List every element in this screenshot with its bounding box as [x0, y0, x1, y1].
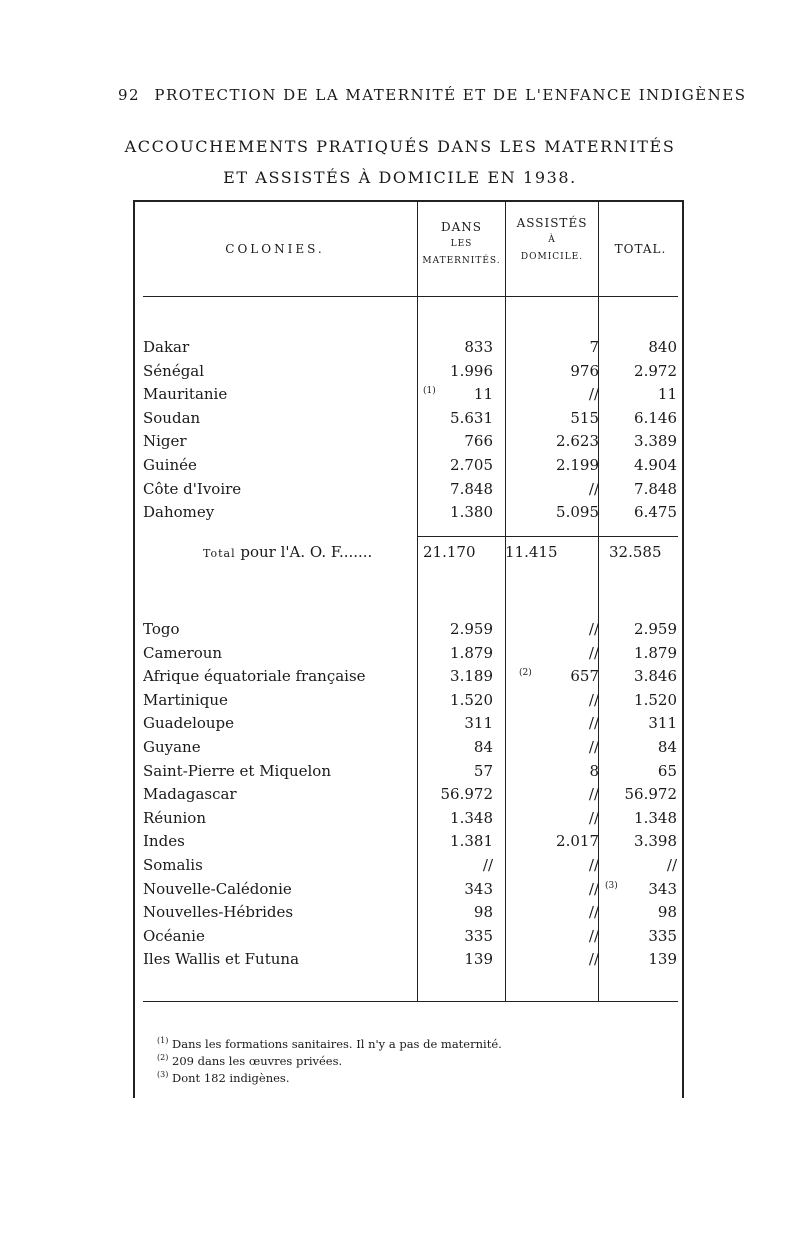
header-maternites-line-2: LES [450, 239, 473, 249]
table-row [133, 385, 684, 407]
colony-name [143, 714, 415, 732]
value-domicile: // [588, 785, 599, 804]
leader-dots [143, 632, 415, 634]
value-maternites: 1.348 [450, 808, 493, 827]
value-total: 7.848 [634, 479, 677, 498]
table-row [133, 762, 684, 784]
value-total: 1.520 [634, 690, 677, 709]
value-domicile: // [588, 926, 599, 945]
value-total: 840 [648, 338, 677, 356]
colony-label: Saint-Pierre et Miquelon [143, 761, 331, 780]
header-colonies: COLONIES. [225, 242, 325, 256]
table-row [133, 903, 684, 925]
colony-label: Nouvelles-Hébrides [143, 903, 294, 922]
value-total: // [666, 856, 677, 874]
colony-name [143, 480, 415, 498]
value-domicile: // [588, 643, 599, 662]
value-maternites: 57 [473, 761, 493, 780]
value-maternites: 84 [473, 738, 493, 756]
footnote-ref: (1) [423, 386, 436, 397]
table-row [133, 362, 684, 384]
table-row [133, 785, 684, 807]
value-domicile: // [588, 903, 599, 922]
value-total: 335 [648, 926, 677, 945]
value-total: 3.846 [634, 667, 677, 686]
value-total: 56.972 [624, 785, 677, 804]
value-maternites: 1.381 [450, 832, 493, 851]
table-row [133, 927, 684, 949]
value-domicile: 7 [589, 338, 599, 356]
colony-name [143, 432, 415, 450]
value-total: 4.904 [634, 456, 677, 474]
running-head [118, 86, 747, 104]
value-maternites: 7.848 [450, 479, 493, 498]
value-domicile: // [588, 738, 599, 756]
header-domicile-line-1: ASSISTÉS [516, 216, 588, 230]
value-domicile: // [588, 856, 599, 874]
colony-label: Guyane [143, 738, 201, 756]
table-row [133, 856, 684, 878]
value-domicile: 2.199 [556, 456, 599, 474]
header-maternites-line-3: MATERNITÉS. [422, 256, 501, 267]
value-total: 343 [648, 879, 677, 898]
value-maternites: 139 [464, 950, 493, 969]
colony-name [143, 456, 415, 474]
running-head-text: PROTECTION DE LA MATERNITÉ ET DE L'ENFANCE INDIGÈNES [154, 86, 747, 104]
value-maternites: 2.705 [450, 456, 493, 474]
colony-label: Niger [143, 432, 187, 451]
colony-label: Iles Wallis et Futuna [143, 950, 300, 969]
colony-name [143, 338, 415, 356]
value-maternites: 766 [464, 432, 493, 451]
value-total: 2.972 [634, 361, 677, 380]
footnote-3 [157, 1068, 502, 1085]
value-maternites: 1.996 [450, 361, 493, 380]
footnote-2-text: 209 dans les œuvres privées. [172, 1053, 343, 1068]
value-total: 11 [657, 385, 677, 404]
table-row [133, 409, 684, 431]
table-row [133, 456, 684, 478]
colony-name [143, 620, 415, 638]
footnote-ref: (3) [605, 880, 618, 891]
value-domicile: // [588, 620, 599, 638]
footnote-2 [157, 1051, 502, 1068]
colony-name [143, 738, 415, 756]
table-row [133, 832, 684, 854]
colony-label: Martinique [143, 690, 228, 709]
colony-name [143, 832, 415, 850]
colony-name [143, 385, 415, 403]
total-aof-total: 32.585 [609, 543, 662, 561]
value-total: 6.475 [634, 503, 677, 522]
value-total: 65 [657, 761, 677, 780]
colony-label: Madagascar [143, 785, 237, 804]
value-domicile: // [588, 479, 599, 498]
page-number: 92 [118, 86, 141, 104]
total-aof-label-rest: pour l'A. O. F. [240, 543, 344, 561]
value-maternites: 56.972 [440, 785, 493, 804]
colony-label: Sénégal [143, 361, 205, 380]
table-row [133, 503, 684, 525]
value-maternites: 1.380 [450, 503, 493, 522]
header-total: TOTAL. [614, 242, 667, 256]
colony-name [143, 362, 415, 380]
table-row [133, 644, 684, 666]
colony-name [143, 856, 415, 874]
value-domicile: 976 [570, 361, 599, 380]
colony-name [143, 809, 415, 827]
value-total: 98 [657, 903, 677, 922]
value-domicile: 8 [589, 761, 599, 780]
value-domicile: // [588, 690, 599, 709]
colony-name [143, 785, 415, 803]
value-maternites: 1.520 [450, 690, 493, 709]
value-total: 6.146 [634, 408, 677, 427]
footnote-3-mark: (3) [157, 1069, 169, 1079]
table-row [133, 338, 684, 360]
colony-name [143, 880, 415, 898]
table-row [133, 738, 684, 760]
colony-name [143, 667, 415, 685]
value-domicile: 5.095 [556, 503, 599, 522]
value-domicile: 2.623 [556, 432, 599, 451]
colony-name [143, 691, 415, 709]
value-maternites: 5.631 [450, 408, 493, 427]
value-total: 3.398 [634, 832, 677, 851]
table-top-rule [133, 200, 684, 202]
table-row [133, 667, 684, 689]
colony-label: Soudan [143, 408, 201, 427]
table-row [133, 620, 684, 642]
colony-label: Dakar [143, 338, 190, 356]
colony-label: Cameroun [143, 643, 223, 662]
colony-label: Indes [143, 832, 185, 851]
value-maternites: 833 [464, 338, 493, 356]
footnotes [157, 1034, 502, 1084]
value-total: 84 [657, 738, 677, 756]
colony-label: Togo [143, 620, 180, 638]
colony-label: Mauritanie [143, 385, 228, 404]
value-domicile: 2.017 [556, 832, 599, 851]
colony-name [143, 644, 415, 662]
header-maternites-line-1: DANS [440, 220, 482, 234]
colony-name [143, 927, 415, 945]
footnote-2-mark: (2) [157, 1052, 169, 1062]
value-total: 1.348 [634, 808, 677, 827]
footnote-3-text: Dont 182 indigènes. [172, 1070, 290, 1085]
header-domicile [506, 216, 598, 264]
footnote-1-text: Dans les formations sanitaires. Il n'y a pas de maternité. [172, 1036, 502, 1051]
value-total: 1.879 [634, 643, 677, 662]
value-maternites: 98 [473, 903, 493, 922]
value-total: 3.389 [634, 432, 677, 451]
header-domicile-line-3: DOMICILE. [520, 252, 584, 263]
value-maternites: 311 [464, 714, 493, 733]
colony-name [143, 503, 415, 521]
table-row [133, 880, 684, 902]
table-title-line-1: ACCOUCHEMENTS PRATIQUÉS DANS LES MATERNITÉS [124, 137, 676, 156]
total-aof-label: Total pour l'A. O. F....... [203, 543, 373, 561]
colony-label: Réunion [143, 808, 206, 827]
total-aof-maternites: 21.170 [423, 543, 476, 561]
colony-label: Guadeloupe [143, 714, 235, 733]
footnote-ref: (2) [519, 668, 532, 679]
colony-label: Côte d'Ivoire [143, 479, 242, 498]
colony-label: Dahomey [143, 503, 215, 522]
table-row [133, 714, 684, 736]
value-domicile: // [588, 879, 599, 898]
value-maternites: 335 [464, 926, 493, 945]
value-domicile: 657 [570, 667, 599, 686]
colony-label: Nouvelle-Calédonie [143, 879, 292, 898]
colony-name [143, 762, 415, 780]
total-aof-label-sc: Total [203, 547, 236, 560]
colony-label: Somalis [143, 856, 203, 874]
table-row [133, 480, 684, 502]
value-maternites: // [482, 856, 493, 874]
table-row [133, 950, 684, 972]
colony-name [143, 903, 415, 921]
value-total: 311 [648, 714, 677, 733]
value-total: 2.959 [634, 620, 677, 638]
footnote-1 [157, 1034, 502, 1051]
header-domicile-line-2: À [548, 235, 556, 245]
value-maternites: 3.189 [450, 667, 493, 686]
value-domicile: 515 [570, 408, 599, 427]
subtotal-rule [418, 536, 678, 537]
value-domicile: // [588, 950, 599, 969]
table-row [133, 809, 684, 831]
value-domicile: // [588, 385, 599, 404]
table-row [133, 432, 684, 454]
colony-name [143, 950, 415, 968]
header-maternites [418, 220, 505, 268]
colony-label: Océanie [143, 926, 205, 945]
statistics-table [133, 198, 684, 1098]
value-maternites: 343 [464, 879, 493, 898]
value-maternites: 11 [473, 385, 493, 404]
value-domicile: // [588, 808, 599, 827]
colony-name [143, 409, 415, 427]
total-aof-domicile: 11.415 [505, 543, 558, 561]
colony-label: Guinée [143, 456, 197, 474]
colony-label: Afrique équatoriale française [143, 667, 366, 686]
table-title-line-2: ET ASSISTÉS À DOMICILE EN 1938. [223, 168, 577, 187]
value-domicile: // [588, 714, 599, 733]
table-row [133, 691, 684, 713]
value-maternites: 1.879 [450, 643, 493, 662]
value-total: 139 [648, 950, 677, 969]
footnote-1-mark: (1) [157, 1036, 169, 1045]
value-maternites: 2.959 [450, 620, 493, 638]
